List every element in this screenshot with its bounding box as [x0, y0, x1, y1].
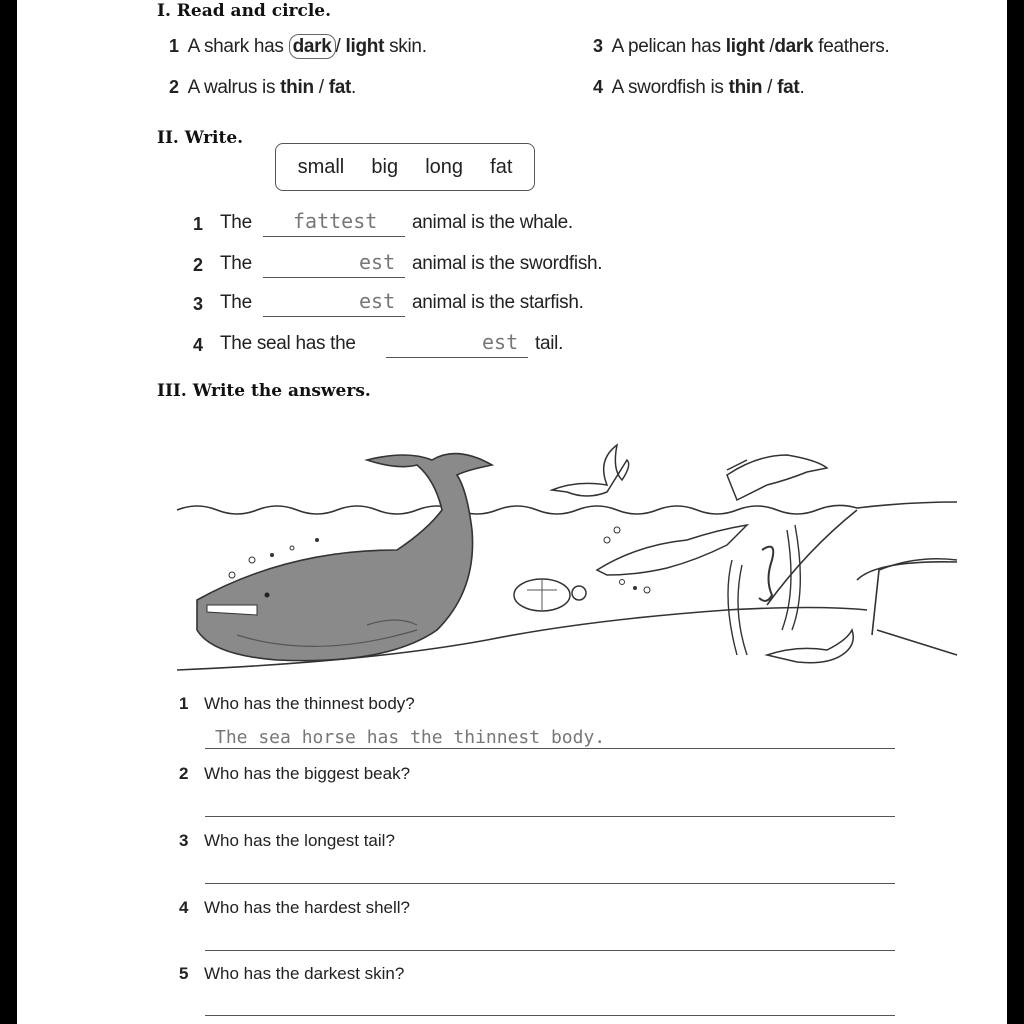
- s2-item-4-num: 4: [193, 335, 204, 355]
- s1-item-1-post: skin.: [384, 36, 427, 57]
- s1-item-2: [169, 77, 356, 99]
- s2-item-2-answer: est: [359, 250, 396, 274]
- s2-item-4-pre: The seal has the: [220, 333, 356, 354]
- seaweed-drawing: [728, 525, 800, 655]
- pelican-drawing: [727, 455, 827, 500]
- lobster-drawing: [767, 630, 853, 663]
- word-long: long: [425, 155, 464, 178]
- s1-item-4-post: .: [799, 77, 805, 98]
- seahorse-drawing: [759, 547, 773, 601]
- s1-item-4-opt2[interactable]: fat: [777, 77, 800, 98]
- s2-item-1-answer: fattest: [293, 209, 378, 233]
- q3-num: 3: [179, 831, 189, 850]
- s2-item-1-num: 1: [193, 214, 204, 234]
- turtle-drawing: [514, 579, 586, 611]
- word-small: small: [297, 155, 345, 178]
- rock-face: [872, 559, 957, 635]
- s1-item-3-num: 3: [593, 36, 603, 56]
- s1-item-4-num: 4: [593, 77, 603, 97]
- q2-answer-line[interactable]: [205, 815, 895, 817]
- seagull-drawing: [552, 445, 629, 496]
- s1-item-3-opt1[interactable]: light: [725, 36, 765, 57]
- s1-item-1: [169, 36, 427, 58]
- q4-text: Who has the hardest shell?: [204, 898, 411, 917]
- s2-item-4-post: tail.: [535, 333, 564, 354]
- section2-title: II. Write.: [157, 128, 244, 148]
- s1-item-4-sep: /: [762, 77, 778, 98]
- q3-text: Who has the longest tail?: [204, 831, 395, 850]
- word-big: big: [371, 155, 399, 178]
- q5-answer-line[interactable]: [205, 1014, 895, 1016]
- s1-item-4: [593, 77, 804, 99]
- s1-item-1-opt1[interactable]: dark: [289, 34, 336, 59]
- s1-item-1-num: 1: [169, 36, 179, 56]
- s1-item-2-post: .: [351, 77, 357, 98]
- s1-item-2-opt1[interactable]: thin: [280, 77, 314, 98]
- whale-drawing: [197, 454, 492, 661]
- s1-item-1-sep: /: [335, 36, 341, 57]
- s1-item-4-pre: A swordfish is: [611, 77, 729, 98]
- s2-item-3-num: 3: [193, 294, 204, 314]
- s1-item-2-opt2[interactable]: fat: [328, 77, 352, 98]
- s1-item-2-num: 2: [169, 77, 179, 97]
- seal-drawing: [597, 525, 747, 593]
- s1-item-3: [593, 36, 889, 58]
- section3-title: III. Write the answers.: [157, 381, 371, 401]
- s1-item-4-opt1[interactable]: thin: [728, 77, 763, 98]
- q1-answer: The sea horse has the thinnest body.: [215, 727, 606, 748]
- q4-num: 4: [179, 898, 189, 917]
- ocean-scene-illustration: [167, 430, 967, 690]
- s1-item-3-post: feathers.: [813, 36, 890, 57]
- q1-num: 1: [179, 694, 189, 713]
- q1-answer-line[interactable]: [205, 747, 895, 749]
- word-fat: fat: [490, 155, 513, 178]
- word-box: [275, 143, 535, 191]
- q5-num: 5: [179, 964, 189, 983]
- s1-item-2-pre: A walrus is: [187, 77, 281, 98]
- s2-item-1-pre: The: [220, 212, 252, 233]
- s2-item-2-pre: The: [220, 253, 252, 274]
- s2-item-3-post: animal is the starfish.: [412, 292, 584, 313]
- q2-num: 2: [179, 764, 189, 783]
- s1-item-3-opt2[interactable]: dark: [774, 36, 814, 57]
- s1-item-2-sep: /: [313, 77, 329, 98]
- water-surface-line: [177, 502, 957, 514]
- q1-text: Who has the thinnest body?: [204, 694, 415, 713]
- s1-item-3-pre: A pelican has: [611, 36, 726, 57]
- s2-item-4-answer: est: [482, 330, 519, 354]
- s2-item-2-num: 2: [193, 255, 204, 275]
- s1-item-3-sep: /: [764, 36, 775, 57]
- s1-item-1-opt2[interactable]: light: [345, 36, 385, 57]
- q5-text: Who has the darkest skin?: [204, 964, 405, 983]
- s2-item-1-post: animal is the whale.: [412, 212, 573, 233]
- s1-item-1-pre: A shark has: [187, 36, 289, 57]
- s2-item-3-answer: est: [359, 289, 396, 313]
- q2-text: Who has the biggest beak?: [204, 764, 411, 783]
- s2-item-3-pre: The: [220, 292, 252, 313]
- q3-answer-line[interactable]: [205, 882, 895, 884]
- s2-item-2-post: animal is the swordfish.: [412, 253, 603, 274]
- worksheet-page: [17, 0, 1007, 1024]
- section1-title: I. Read and circle.: [157, 1, 332, 21]
- q4-answer-line[interactable]: [205, 949, 895, 951]
